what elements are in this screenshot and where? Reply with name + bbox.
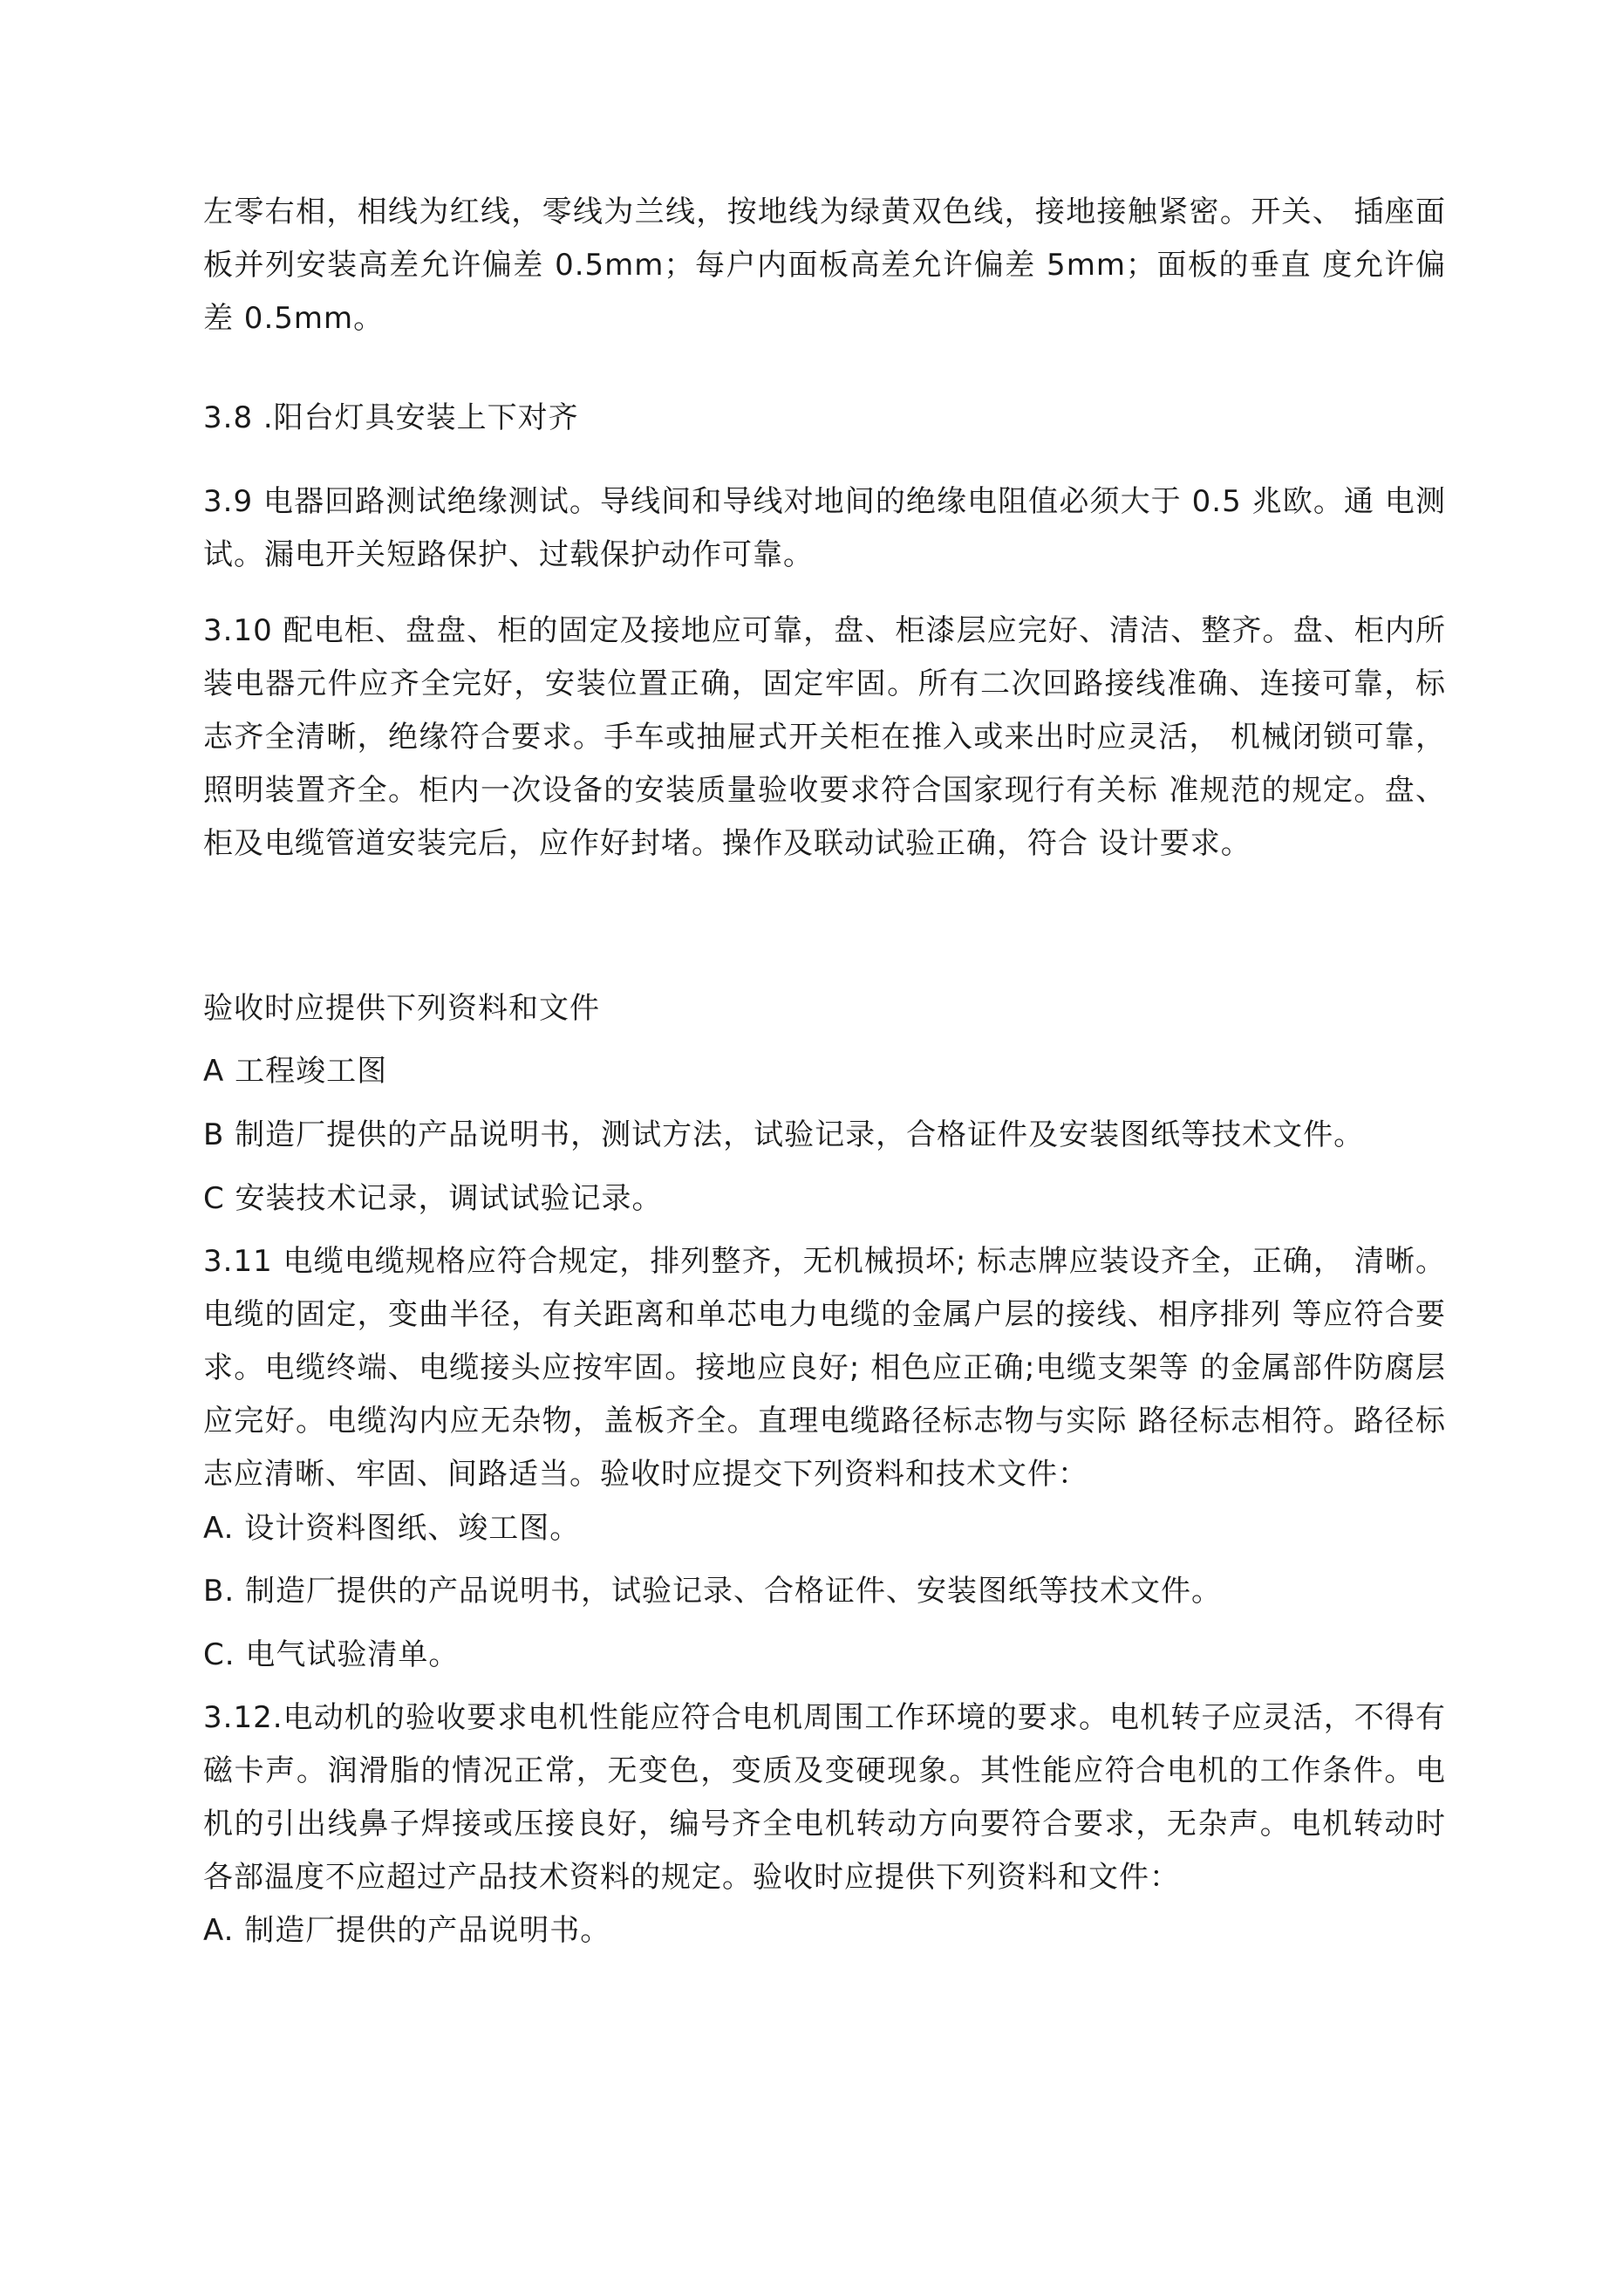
paragraph-3-10 — [203, 605, 1446, 871]
paragraph-text: C 安装技术记录，调试试验记录。 — [203, 1181, 663, 1216]
paragraph-text: B 制造厂提供的产品说明书，测试方法，试验记录，合格证件及安装图纸等技术文件。 — [203, 1117, 1365, 1152]
list-item-a-completion-drawing — [203, 1045, 1446, 1098]
paragraph-3-8 — [203, 392, 1446, 445]
paragraph-text: 3.12.电动机的验收要求电机性能应符合电机周围工作环境的要求。电机转子应灵活，不得有磁卡声。润滑脂的情况正常，无变色，变质及变硬现象。其性能应符合电机的工作条件。电机的引出线鼻子焊接或压接良好，编号齐全电机转动方向要符合要求，无杂声。电机转动时各部温度不应超过产品技术资料的规定。验收时应提供下列资料和文件： — [203, 1700, 1446, 1895]
paragraph-text: 3.8 .阳台灯具安装上下对齐 — [203, 400, 579, 435]
paragraph-text: B. 制造厂提供的产品说明书，试验记录、合格证件、安装图纸等技术文件。 — [203, 1574, 1222, 1609]
list-item-c-test-list — [203, 1629, 1446, 1682]
list-item-a-manufacturer-manual — [203, 1904, 1446, 1958]
paragraph-3-12 — [203, 1691, 1446, 1904]
paragraph-wiring-standards — [203, 186, 1446, 345]
paragraph-text: 3.9 电器回路测试绝缘测试。导线间和导线对地间的绝缘电阻值必须大于 0.5 兆欧。通 电测试。漏电开关短路保护、过载保护动作可靠。 — [203, 484, 1446, 572]
list-item-a-design-drawings — [203, 1502, 1446, 1555]
paragraph-text: 验收时应提供下列资料和文件 — [203, 991, 600, 1026]
paragraph-3-11 — [203, 1235, 1446, 1501]
paragraph-acceptance-docs-heading — [203, 982, 1446, 1035]
paragraph-text: 左零右相，相线为红线，零线为兰线，按地线为绿黄双色线，接地接触紧密。开关、 插座面板并列安装高差允许偏差 0.5mm；每户内面板高差允许偏差 5mm；面板的垂直 度允许偏差 0.5mm。 — [203, 195, 1446, 336]
paragraph-text: A. 设计资料图纸、竣工图。 — [203, 1511, 581, 1546]
paragraph-text: A 工程竣工图 — [203, 1054, 388, 1089]
list-item-b-product-manual — [203, 1565, 1446, 1618]
paragraph-text: A. 制造厂提供的产品说明书。 — [203, 1913, 611, 1948]
list-item-b-manufacturer-docs — [203, 1109, 1446, 1162]
paragraph-3-9 — [203, 475, 1446, 582]
list-item-c-installation-records — [203, 1172, 1446, 1226]
paragraph-text: 3.11 电缆电缆规格应符合规定，排列整齐，无机械损坏; 标志牌应装设齐全，正确， 清晰。电缆的固定，变曲半径，有关距离和单芯电力电缆的金属户层的接线、相序排列 等应符合要求。电缆终端、电缆接头应按牢固。接地应良好; 相色应正确;电缆支架等 的金属部件防腐层应完好。电缆沟内应无杂物，盖板齐全。直理电缆路径标志物与实际 路径标志相符。路径标志应清晰、牢固、间路适当。验收时应提交下列资料和技术文件： — [203, 1244, 1447, 1492]
paragraph-text: 3.10 配电柜、盘盘、柜的固定及接地应可靠，盘、柜漆层应完好、清洁、整齐。盘、柜内所装电器元件应齐全完好，安装位置正确，固定牢固。所有二次回路接线准确、连接可靠，标志齐全清晰，绝缘符合要求。手车或抽屉式开关柜在推入或来出时应灵活， 机械闭锁可靠，照明装置齐全。柜内一次设备的安装质量验收要求符合国家现行有关标 准规范的规定。盘、柜及电缆管道安装完后，应作好封堵。操作及联动试验正确，符合 设计要求。 — [203, 613, 1446, 861]
paragraph-text: C. 电气试验清单。 — [203, 1637, 460, 1672]
